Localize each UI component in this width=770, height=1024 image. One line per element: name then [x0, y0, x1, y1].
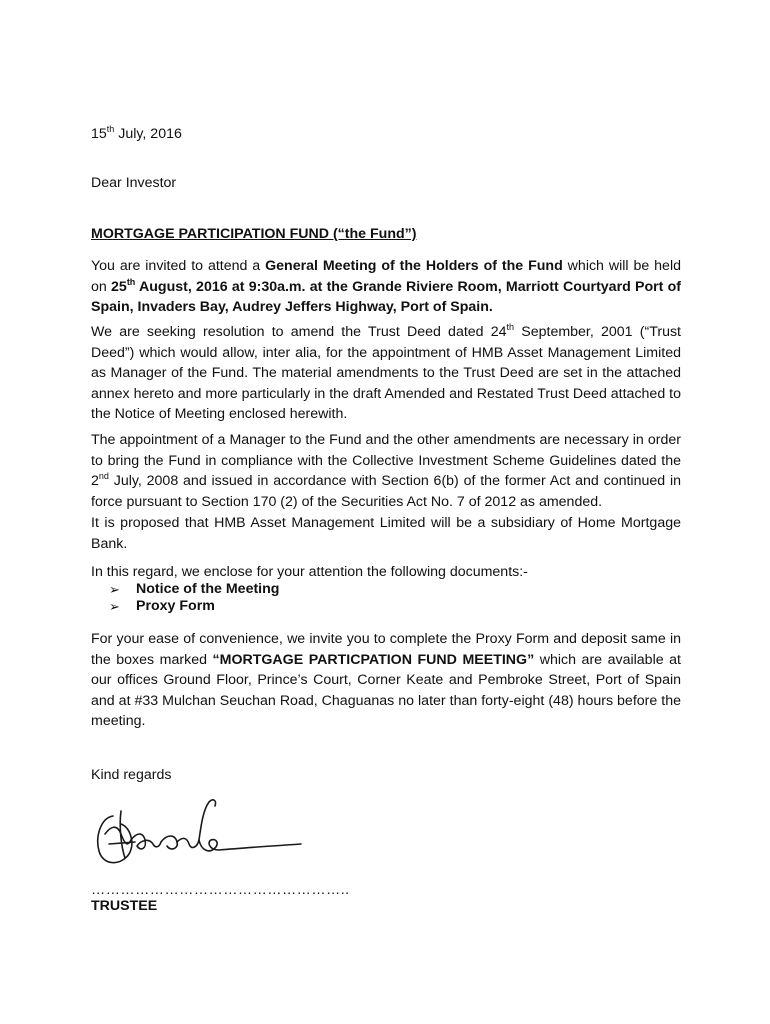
paragraph-enclosures	[91, 564, 681, 615]
date-rest: July, 2016	[114, 126, 182, 142]
para6-box-label: “MORTGAGE PARTICPATION FUND MEETING”	[212, 651, 535, 668]
para3-text-b: July, 2008 and issued in accordance with Section 6(b) of the former Act and continued in force pursuant to Section 170 (2) of the Securities Act No. 7 of 2012 as amended.	[91, 473, 681, 510]
para6-text-c: which are available at our offices Ground Floor, Prince’s Court, Corner Keate and Pembroke Street, Port of Spain and at #33 Mulchan Seuchan Road, Chaguanas no later than forty-eight (48) hours before the meeting.	[91, 651, 681, 729]
enclosure-label: Notice of the Meeting	[136, 581, 280, 597]
salutation: Dear Investor	[91, 175, 177, 191]
para1-meeting-name: General Meeting of the Holders of the Fund	[265, 258, 563, 274]
closing: Kind regards	[91, 767, 172, 783]
para1-day-suffix: th	[126, 276, 136, 287]
paragraph-proxy	[91, 629, 681, 732]
para2-text-b: September, 2001 (“Trust Deed”) which would allow, inter alia, for the appointment of HMB Asset Management Limited as Manager of the Fund. The material amendments to the Trust Deed are set in the attached annex hereto and more particularly in the draft Amended and Restated Trust Deed attached to the Notice of Meeting enclosed herewith.	[91, 324, 681, 422]
letter-date	[91, 124, 681, 145]
para2-text-a: We are seeking resolution to amend the Trust Deed dated 24	[91, 324, 507, 340]
para1-text-a: You are invited to attend a	[91, 258, 266, 274]
paragraph-appointment	[91, 430, 681, 512]
signature-line: ……………………………………………..	[91, 882, 350, 898]
paragraph-invitation	[91, 256, 681, 318]
enclosure-label: Proxy Form	[136, 598, 215, 614]
signature-image	[91, 796, 306, 876]
enclosure-item-notice	[109, 581, 681, 598]
signatory-title: TRUSTEE	[91, 898, 158, 914]
para2-suffix: th	[506, 322, 515, 332]
paragraph-subsidiary: It is proposed that HMB Asset Management Limited will be a subsidiary of Home Mortgage Bank.	[91, 515, 681, 552]
date-day: 15	[91, 126, 107, 142]
paragraph-resolution	[91, 322, 681, 425]
para1-venue: August, 2016 at 9:30a.m. at the Grande Riviere Room, Marriott Courtyard Port of Spain, Invaders Bay, Audrey Jeffers Highway, Port of Spain.	[91, 278, 681, 315]
enclosures-intro: In this regard, we enclose for your attention the following documents:-	[91, 564, 528, 580]
arrow-bullet-icon: ➢	[109, 599, 120, 614]
subject-line	[91, 224, 681, 245]
subject-text: MORTGAGE PARTICIPATION FUND (“the Fund”)	[91, 226, 417, 242]
para6-text-a: For your ease of convenience, we invite you to complete the Proxy Form and deposit same in the boxes marked	[91, 631, 681, 668]
enclosure-item-proxy	[109, 598, 681, 615]
arrow-bullet-icon: ➢	[109, 582, 120, 597]
enclosure-list	[91, 581, 681, 615]
para3-text-a: The appointment of a Manager to the Fund and the other amendments are necessary in order to bring the Fund in compliance with the Collective Investment Scheme Guidelines dated the 2	[91, 432, 681, 489]
para3-suffix: nd	[98, 471, 109, 481]
para1-text-c: which will be held on	[91, 258, 681, 295]
date-day-suffix: th	[106, 124, 115, 134]
para1-day: 25	[111, 278, 127, 295]
